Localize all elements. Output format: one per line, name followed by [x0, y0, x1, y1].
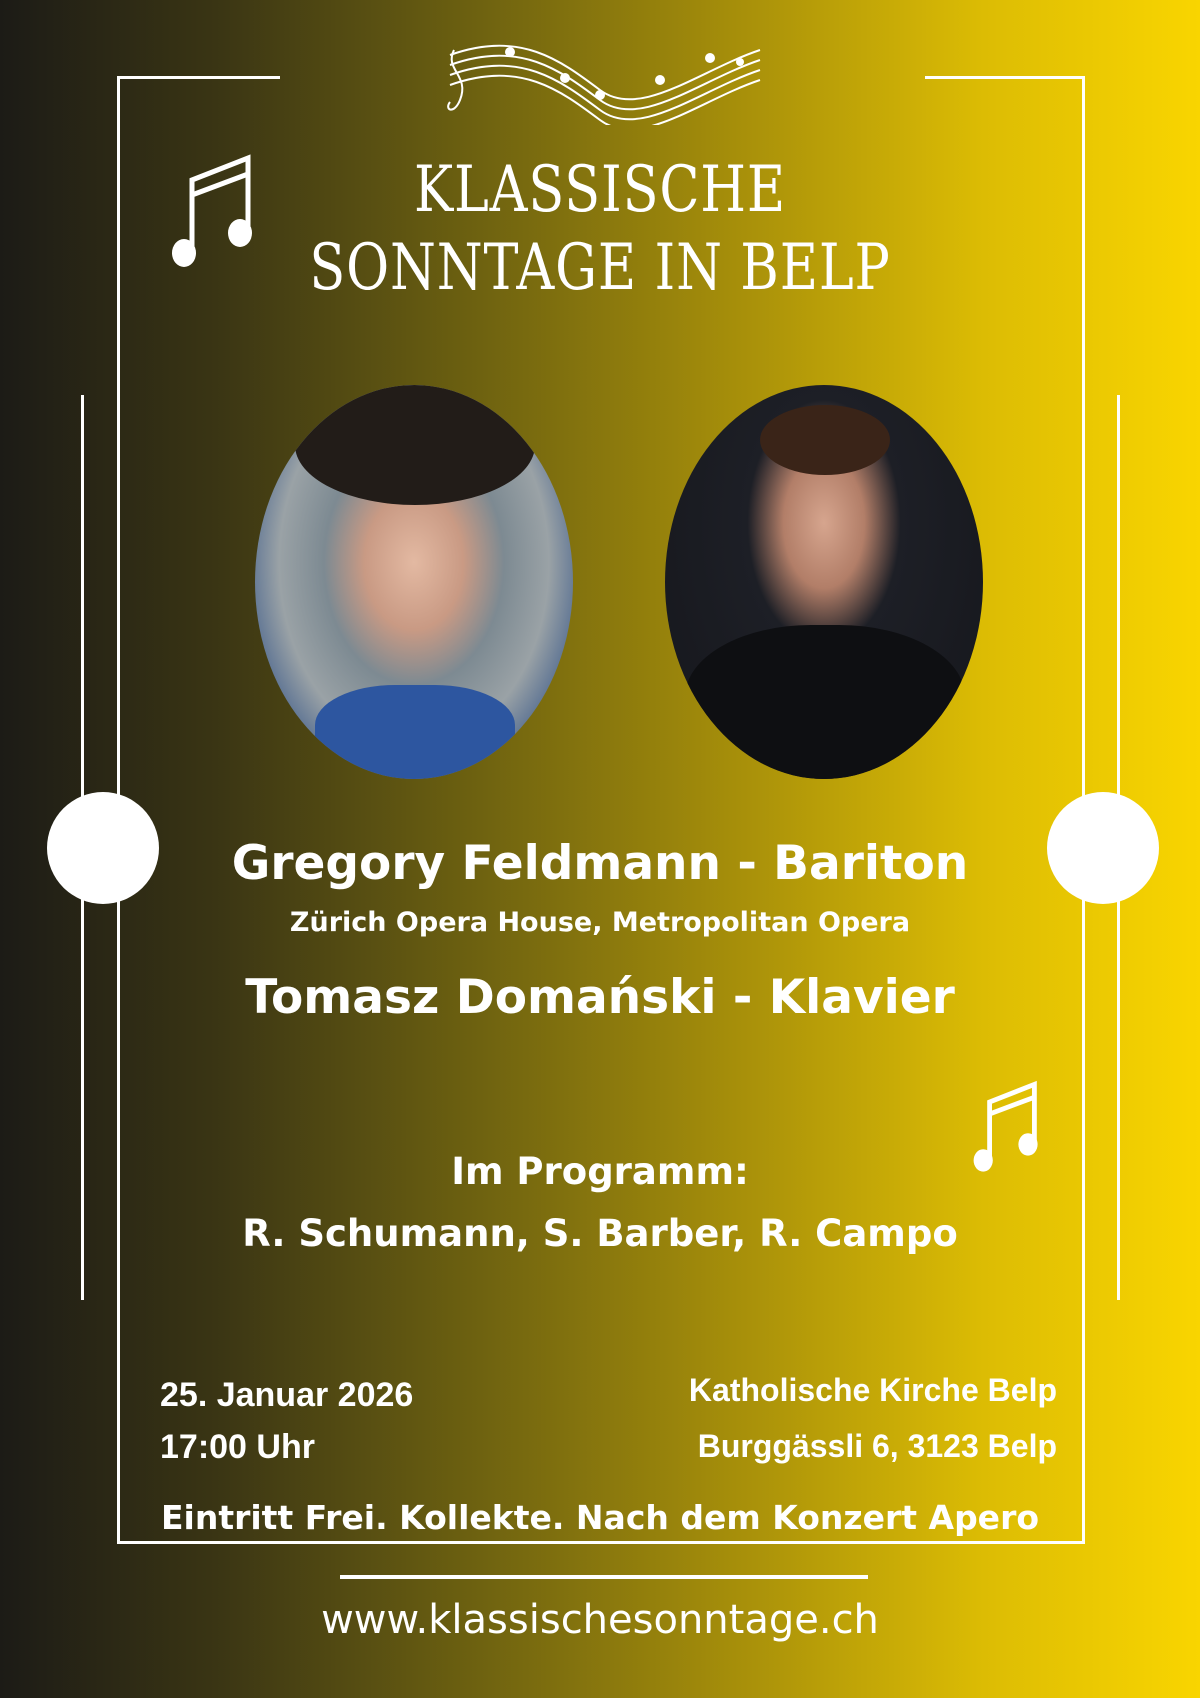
title-line-1: KLASSISCHE — [413, 153, 787, 227]
website-link[interactable]: www.klassischesonntage.ch — [321, 1597, 879, 1643]
event-venue: Katholische Kirche Belp — [688, 1372, 1057, 1408]
program-composers: R. Schumann, S. Barber, R. Campo — [242, 1212, 958, 1255]
event-time: 17:00 Uhr — [160, 1428, 315, 1466]
performer-1-credits: Zürich Opera House, Metropolitan Opera — [289, 907, 911, 938]
music-staff-icon — [440, 30, 770, 125]
photo-tomasz-domanski — [665, 385, 983, 779]
performer-1-name: Gregory Feldmann - Bariton — [231, 836, 969, 891]
admission-notice: Eintritt Frei. Kollekte. Nach dem Konzert Apero — [160, 1498, 1040, 1537]
frame-top-right — [925, 76, 1085, 79]
photo-gregory-feldmann — [255, 385, 573, 779]
program-label: Im Programm: — [451, 1150, 749, 1193]
event-address: Burggässli 6, 3123 Belp — [697, 1428, 1057, 1464]
frame-bottom — [117, 1541, 1085, 1544]
frame-top-left — [118, 76, 280, 79]
divider — [340, 1575, 868, 1579]
event-date: 25. Januar 2026 — [160, 1376, 414, 1414]
performer-2-name: Tomasz Domański - Klavier — [245, 970, 955, 1025]
title-line-2: SONNTAGE IN BELP — [309, 231, 891, 305]
